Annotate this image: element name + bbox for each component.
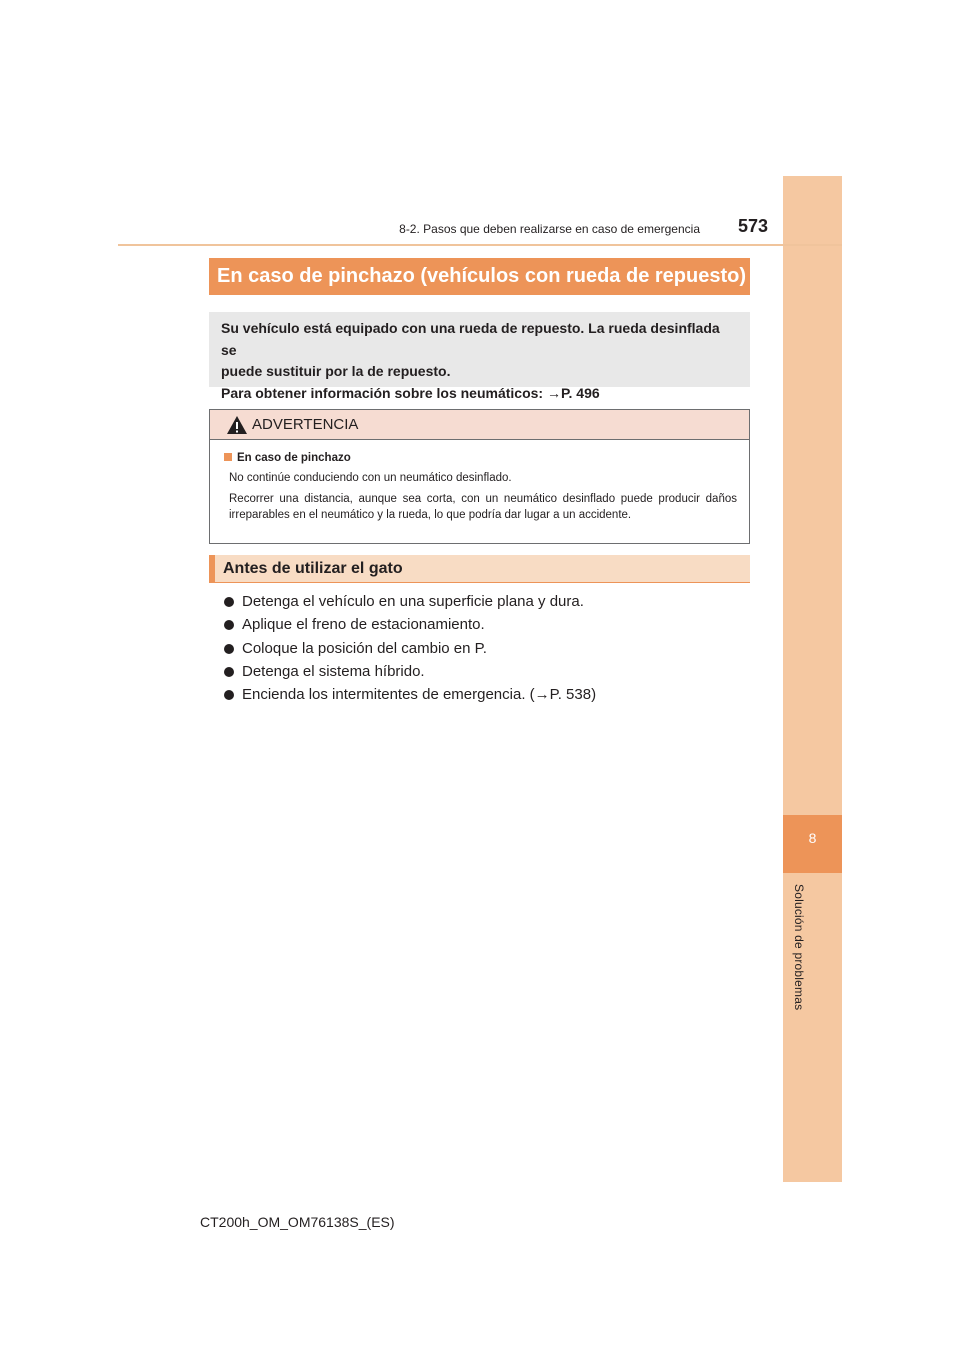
chapter-number: 8 xyxy=(808,830,817,846)
bullet-dot-icon xyxy=(224,667,234,677)
header-divider xyxy=(118,244,842,246)
warning-label: ADVERTENCIA xyxy=(252,416,359,433)
bullet-dot-icon xyxy=(224,597,234,607)
list-item xyxy=(222,683,752,706)
intro-line-3: Para obtener información sobre los neumáticos: →P. 496 xyxy=(221,384,600,401)
warning-subheading-text: En caso de pinchazo xyxy=(237,452,351,464)
bullet-dot-icon xyxy=(224,620,234,630)
steps-list xyxy=(222,590,752,706)
bullet-dot-icon xyxy=(224,690,234,700)
subsection-title: Antes de utilizar el gato xyxy=(209,555,750,583)
warning-body xyxy=(210,440,749,523)
document-code: CT200h_OM_OM76138S_(ES) xyxy=(200,1214,395,1230)
chapter-title: Solución de problemas xyxy=(792,884,806,1011)
list-item-text: Detenga el sistema híbrido. xyxy=(242,662,425,680)
list-item xyxy=(222,660,752,683)
square-bullet-icon xyxy=(224,453,232,461)
list-item-text: Encienda los intermitentes de emergencia. (→P. 538) xyxy=(242,686,597,704)
chapter-side-tab xyxy=(783,176,842,1182)
list-item xyxy=(222,590,752,613)
list-item-text: Aplique el freno de estacionamiento. xyxy=(242,616,485,634)
warning-paragraph-2: Recorrer una distancia, aunque sea corta, con un neumático desinflado puede producir daños irreparables en el neumático y la rueda, lo que podría dar lugar a un accidente. xyxy=(229,493,737,521)
intro-line-1: Su vehículo está equipado con una rueda de repuesto. La rueda desinflada se xyxy=(221,320,720,358)
list-item xyxy=(222,637,752,660)
warning-header xyxy=(210,410,749,440)
intro-line-2: puede sustituir por la de repuesto. xyxy=(221,363,451,379)
running-header: 8-2. Pasos que deben realizarse en caso de emergencia xyxy=(399,222,700,236)
bullet-dot-icon xyxy=(224,644,234,654)
warning-triangle-icon xyxy=(226,415,248,435)
warning-subheading xyxy=(224,450,737,466)
list-item-text: Detenga el vehículo en una superficie plana y dura. xyxy=(242,593,584,610)
warning-paragraph-1: No continúe conduciendo con un neumático desinflado. xyxy=(229,472,512,484)
section-title: En caso de pinchazo (vehículos con rueda de repuesto) xyxy=(209,258,750,295)
intro-box xyxy=(209,312,750,401)
list-item-text: Coloque la posición del cambio en P. xyxy=(242,639,487,657)
page-number: 573 xyxy=(738,216,769,236)
list-item xyxy=(222,613,752,636)
warning-box xyxy=(209,409,750,544)
